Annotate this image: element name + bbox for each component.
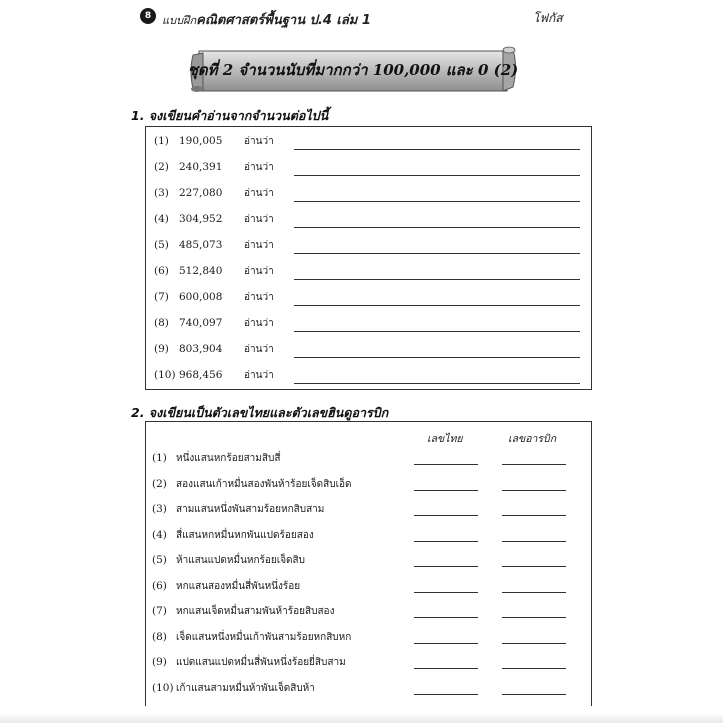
number-value: 485,073 [179, 239, 223, 251]
item-number: (1) [152, 452, 167, 464]
reads-label: อ่านว่า [244, 370, 274, 381]
number-words: สี่แสนหกหมื่นหกพันแปดร้อยสอง [176, 529, 314, 541]
arabic-answer-line[interactable] [502, 643, 566, 644]
list-item [146, 339, 591, 359]
number-value: 304,952 [179, 213, 223, 225]
thai-answer-line[interactable] [414, 464, 478, 465]
thai-answer-line[interactable] [414, 566, 478, 567]
arabic-answer-line[interactable] [502, 490, 566, 491]
answer-line[interactable] [294, 175, 580, 176]
reads-label: อ่านว่า [244, 344, 274, 355]
number-value: 968,456 [179, 369, 223, 381]
number-words: หกแสนเจ็ดหมื่นสามพันห้าร้อยสิบสอง [176, 606, 335, 617]
number-value: 600,008 [179, 291, 223, 303]
reads-label: อ่านว่า [244, 136, 274, 147]
item-number: (10) [152, 681, 174, 694]
section1-box [145, 126, 592, 390]
number-words: หนึ่งแสนหกร้อยสามสิบสี่ [176, 453, 281, 464]
reads-label: อ่านว่า [244, 240, 274, 251]
arabic-answer-line[interactable] [502, 464, 566, 465]
item-number: (8) [152, 630, 167, 643]
list-item [146, 627, 591, 647]
reads-label: อ่านว่า [244, 162, 274, 173]
item-number: (10) [154, 369, 176, 381]
publisher-name: โฟกัส [533, 11, 563, 25]
book-title [162, 9, 371, 30]
number-value: 190,005 [179, 135, 223, 147]
item-number: (6) [152, 579, 167, 592]
item-number: (3) [152, 503, 167, 515]
number-value: 512,840 [179, 265, 223, 277]
thai-answer-line[interactable] [414, 643, 478, 644]
answer-line[interactable] [294, 357, 580, 358]
item-number: (4) [154, 213, 169, 225]
item-number: (4) [152, 528, 167, 541]
item-number: (8) [154, 317, 169, 329]
list-item [146, 474, 591, 494]
item-number: (3) [154, 187, 169, 199]
item-number: (7) [154, 291, 169, 303]
answer-line[interactable] [294, 253, 580, 254]
item-number: (5) [154, 239, 169, 251]
page-header [0, 0, 723, 34]
number-value: 803,904 [179, 343, 223, 355]
book-title-small: แบบฝึก [162, 14, 197, 27]
answer-line[interactable] [294, 149, 580, 150]
item-number: (9) [154, 343, 169, 355]
book-title-main: คณิตศาสตร์พื้นฐาน ป.4 เล่ม 1 [196, 13, 371, 28]
thai-answer-line[interactable] [414, 541, 478, 542]
list-item [146, 157, 591, 177]
list-item [146, 365, 591, 385]
item-number: (9) [152, 656, 167, 668]
arabic-answer-line[interactable] [502, 566, 566, 567]
answer-line[interactable] [294, 227, 580, 228]
list-item [146, 601, 591, 621]
arabic-answer-line[interactable] [502, 617, 566, 618]
list-item [146, 525, 591, 545]
answer-line[interactable] [294, 201, 580, 202]
reads-label: อ่านว่า [244, 292, 274, 303]
title-banner [185, 45, 521, 97]
number-words: ห้าแสนแปดหมื่นหกร้อยเจ็ดสิบ [176, 555, 306, 566]
list-item [146, 287, 591, 307]
item-number: (2) [154, 161, 169, 173]
arabic-answer-line[interactable] [502, 592, 566, 593]
answer-line[interactable] [294, 331, 580, 332]
arabic-answer-line[interactable] [502, 515, 566, 516]
list-item [146, 209, 591, 229]
section1-title: 1. จงเขียนคำอ่านจากจำนวนต่อไปนี้ [131, 108, 329, 123]
worksheet-title: ชุดที่ 2 จำนวนนับที่มากกว่า 100,000 และ 0 (2) [187, 61, 519, 79]
item-number: (7) [152, 605, 167, 617]
thai-answer-line[interactable] [414, 668, 478, 669]
thai-answer-line[interactable] [414, 694, 478, 695]
number-words: เก้าแสนสามหมื่นห้าพันเจ็ดสิบห้า [176, 682, 315, 694]
list-item [146, 313, 591, 333]
number-value: 240,391 [179, 161, 223, 173]
number-value: 227,080 [179, 187, 223, 199]
item-number: (5) [152, 554, 167, 566]
number-words: สองแสนเก้าหมื่นสองพันห้าร้อยเจ็ดสิบเอ็ด [176, 478, 352, 490]
number-words: แปดแสนแปดหมื่นสี่พันหนึ่งร้อยยี่สิบสาม [176, 657, 346, 668]
answer-line[interactable] [294, 383, 580, 384]
column-header-arabic: เลขอารบิก [508, 433, 557, 445]
arabic-answer-line[interactable] [502, 668, 566, 669]
list-item [146, 235, 591, 255]
number-words: เจ็ดแสนหนึ่งหมื่นเก้าพันสามร้อยหกสิบหก [176, 631, 352, 643]
thai-answer-line[interactable] [414, 617, 478, 618]
section2-box [145, 421, 592, 706]
list-item [146, 448, 591, 468]
number-words: หกแสนสองหมื่นสี่พันหนึ่งร้อย [176, 580, 301, 592]
item-number: (6) [154, 265, 169, 277]
reads-label: อ่านว่า [244, 266, 274, 277]
thai-answer-line[interactable] [414, 515, 478, 516]
reads-label: อ่านว่า [244, 214, 274, 225]
list-item [146, 131, 591, 151]
thai-answer-line[interactable] [414, 490, 478, 491]
list-item [146, 576, 591, 596]
list-item [146, 678, 591, 698]
list-item [146, 261, 591, 281]
item-number: (1) [154, 135, 169, 147]
arabic-answer-line[interactable] [502, 694, 566, 695]
thai-answer-line[interactable] [414, 592, 478, 593]
list-item [146, 550, 591, 570]
number-words: สามแสนหนึ่งพันสามร้อยหกสิบสาม [176, 504, 325, 515]
item-number: (2) [152, 477, 167, 490]
reads-label: อ่านว่า [244, 188, 274, 199]
number-value: 740,097 [179, 317, 223, 329]
column-header-thai: เลขไทย [427, 433, 463, 445]
arabic-answer-line[interactable] [502, 541, 566, 542]
list-item [146, 499, 591, 519]
list-item [146, 183, 591, 203]
answer-line[interactable] [294, 305, 580, 306]
section2-title: 2. จงเขียนเป็นตัวเลขไทยและตัวเลขฮินดูอารบิก [131, 405, 389, 420]
answer-line[interactable] [294, 279, 580, 280]
list-item [146, 652, 591, 672]
reads-label: อ่านว่า [244, 318, 274, 329]
page-edge-shadow [0, 713, 723, 723]
page-number: 8 [140, 8, 156, 24]
